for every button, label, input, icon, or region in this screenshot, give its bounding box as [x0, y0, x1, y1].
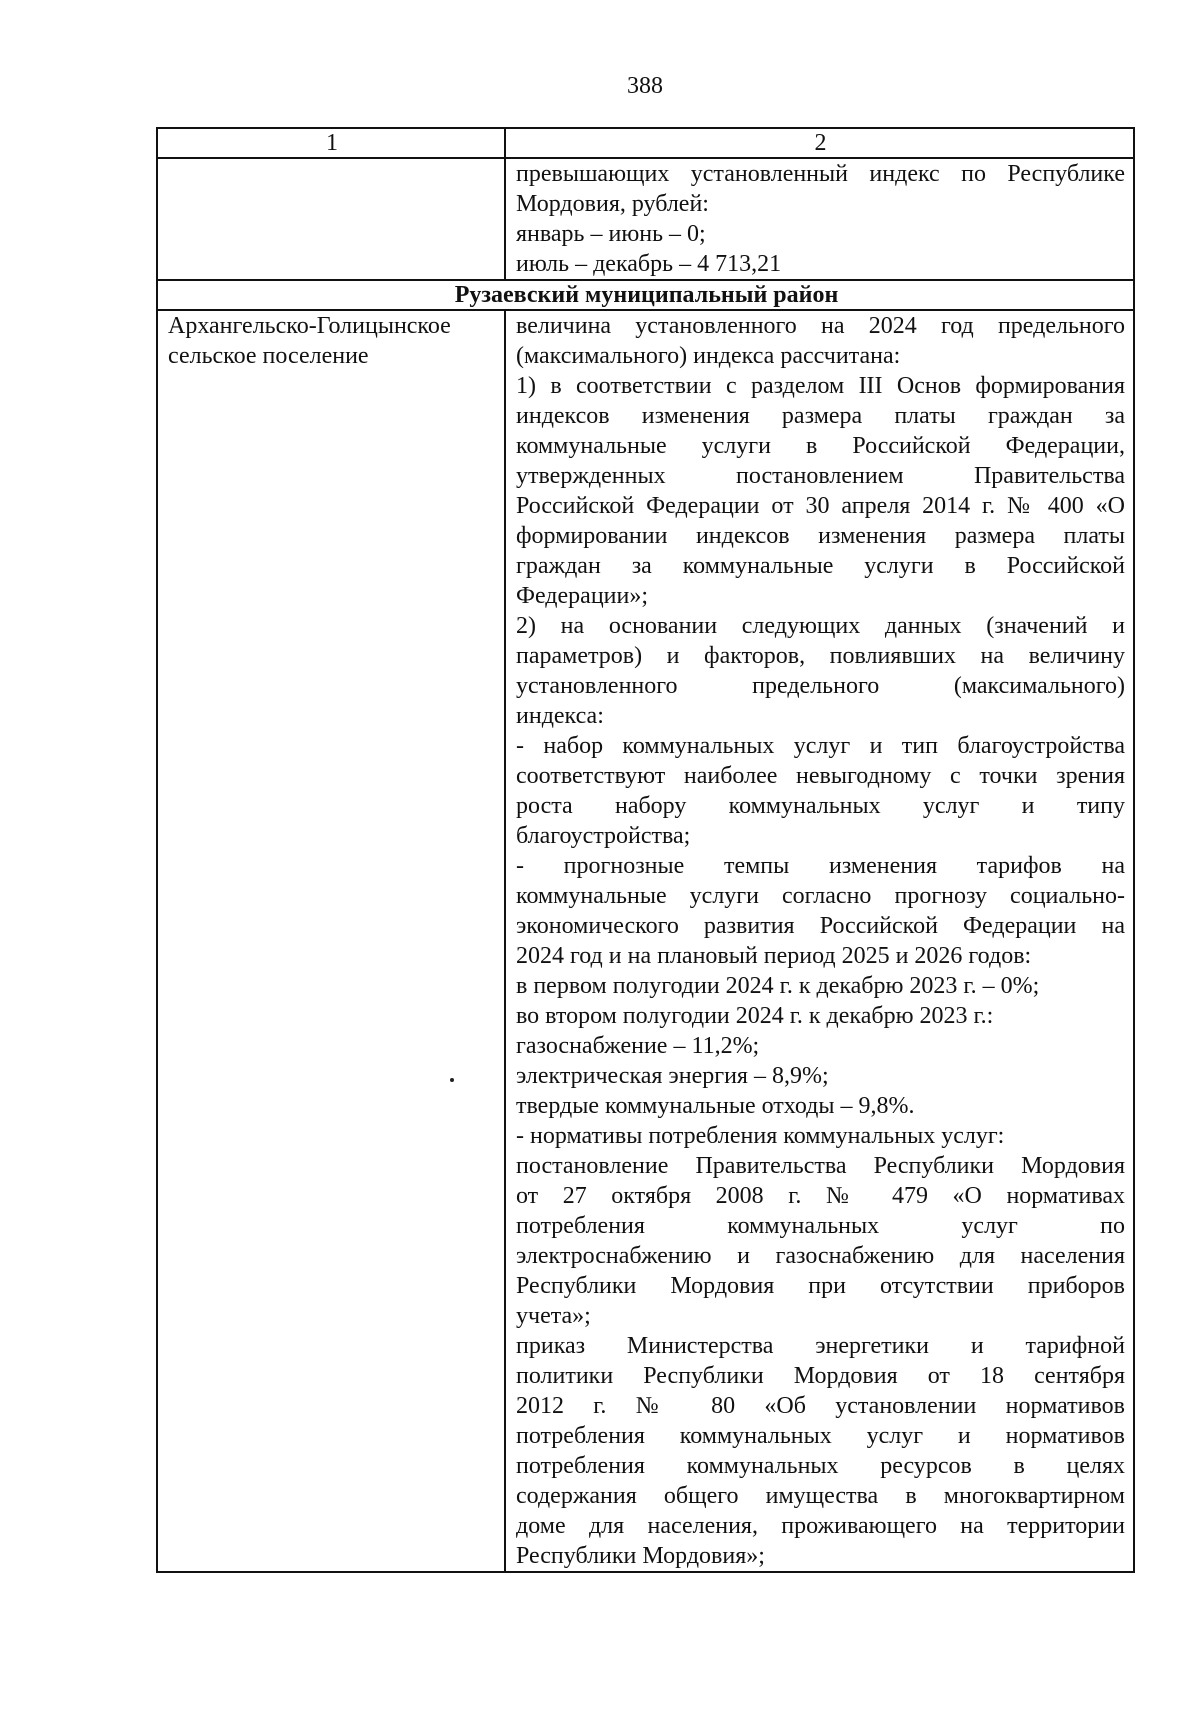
text-line: установленного предельного (максимального): [516, 673, 1125, 699]
column-header-2: 2: [505, 128, 1134, 158]
settlement-row: [157, 310, 1134, 1572]
continuation-text-cell: [505, 158, 1134, 280]
text-line: учета»;: [516, 1303, 591, 1329]
text-line: Республики Мордовия при отсутствии приборов: [516, 1273, 1125, 1299]
text-line: постановление Правительства Республики Мордовия: [516, 1153, 1125, 1179]
district-title: Рузаевский муниципальный район: [157, 280, 1134, 310]
text-line: доме для населения, проживающего на территории: [516, 1513, 1125, 1539]
text-line: приказ Министерства энергетики и тарифной: [516, 1333, 1125, 1359]
text-line: Мордовия, рублей:: [516, 191, 709, 217]
text-line: Федерации»;: [516, 583, 649, 609]
text-line: параметров) и факторов, повлиявших на величину: [516, 643, 1125, 669]
text-line: утвержденных постановлением Правительства: [516, 463, 1125, 489]
text-line: газоснабжение – 11,2%;: [516, 1033, 760, 1059]
text-line: январь – июнь – 0;: [516, 221, 706, 247]
text-line: - набор коммунальных услуг и тип благоустройства: [516, 733, 1125, 759]
text-line: политики Республики Мордовия от 18 сентября: [516, 1363, 1125, 1389]
text-line: коммунальные услуги в Российской Федерации,: [516, 433, 1125, 459]
text-line: благоустройства;: [516, 823, 691, 849]
text-line: - нормативы потребления коммунальных услуг:: [516, 1123, 1005, 1149]
continuation-left-cell: [157, 158, 505, 280]
text-line: электрическая энергия – 8,9%;: [516, 1063, 829, 1089]
text-line: (максимального) индекса рассчитана:: [516, 343, 901, 369]
text-line: июль – декабрь – 4 713,21: [516, 251, 782, 277]
settlement-name-line: Архангельско-Голицынское: [168, 313, 451, 339]
text-line: индексов изменения размера платы граждан за: [516, 403, 1125, 429]
text-line: 2) на основании следующих данных (значений и: [516, 613, 1125, 639]
settlement-name-line: сельское поселение: [168, 343, 369, 369]
text-line: коммунальные услуги согласно прогнозу социально-: [516, 883, 1125, 909]
text-line: потребления коммунальных ресурсов в целях: [516, 1453, 1125, 1479]
text-line: электроснабжению и газоснабжению для населения: [516, 1243, 1125, 1269]
text-line: индекса:: [516, 703, 604, 729]
text-line: 1) в соответствии с разделом III Основ формирования: [516, 373, 1125, 399]
text-line: граждан за коммунальные услуги в Российской: [516, 553, 1125, 579]
text-line: 2012 г. № 80 «Об установлении нормативов: [516, 1393, 1125, 1419]
continuation-row: [157, 158, 1134, 280]
tariff-table: [156, 127, 1135, 1573]
text-line: твердые коммунальные отходы – 9,8%.: [516, 1093, 915, 1119]
text-line: роста набору коммунальных услуг и типу: [516, 793, 1125, 819]
text-line: Российской Федерации от 30 апреля 2014 г. № 400 «О: [516, 493, 1125, 519]
text-line: потребления коммунальных услуг и нормативов: [516, 1423, 1125, 1449]
text-line: Республики Мордовия»;: [516, 1543, 765, 1569]
settlement-name-cell: [157, 310, 505, 1572]
text-line: 2024 год и на плановый период 2025 и 2026 годов:: [516, 943, 1032, 969]
settlement-description-cell: [505, 310, 1134, 1572]
scan-speck: [450, 1078, 454, 1082]
text-line: превышающих установленный индекс по Республике: [516, 161, 1125, 187]
text-line: - прогнозные темпы изменения тарифов на: [516, 853, 1125, 879]
text-line: потребления коммунальных услуг по: [516, 1213, 1125, 1239]
column-header-1: 1: [157, 128, 505, 158]
page-number: 388: [627, 73, 663, 99]
text-line: соответствуют наиболее невыгодному с точки зрения: [516, 763, 1125, 789]
table-header-row: [157, 128, 1134, 158]
district-row: [157, 280, 1134, 310]
text-line: от 27 октября 2008 г. № 479 «О нормативах: [516, 1183, 1125, 1209]
text-line: содержания общего имущества в многоквартирном: [516, 1483, 1125, 1509]
text-line: в первом полугодии 2024 г. к декабрю 2023 г. – 0%;: [516, 973, 1040, 999]
text-line: формировании индексов изменения размера платы: [516, 523, 1125, 549]
text-line: величина установленного на 2024 год предельного: [516, 313, 1125, 339]
text-line: экономического развития Российской Федерации на: [516, 913, 1125, 939]
text-line: во втором полугодии 2024 г. к декабрю 2023 г.:: [516, 1003, 994, 1029]
